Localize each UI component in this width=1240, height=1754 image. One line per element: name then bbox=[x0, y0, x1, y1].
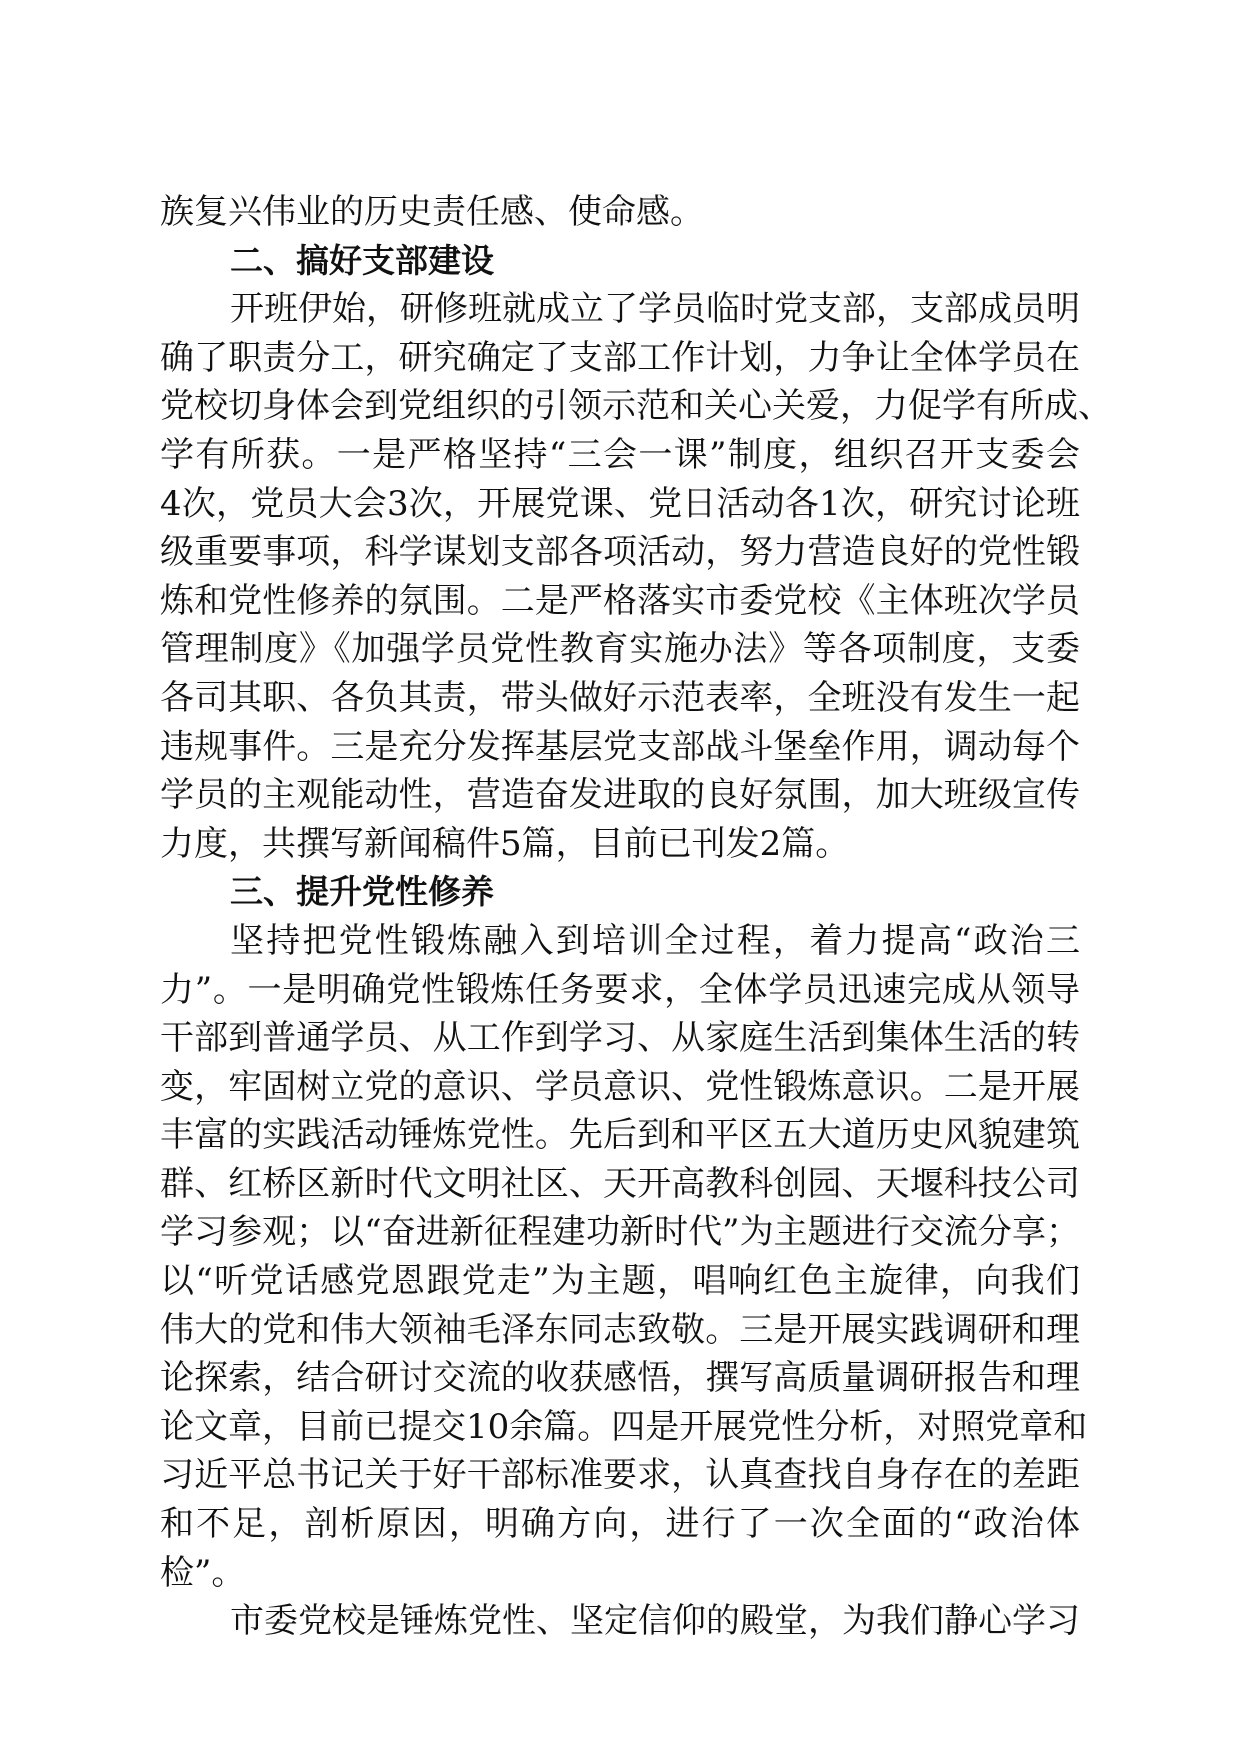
paragraph-line: 市委党校是锤炼党性、坚定信仰的殿堂，为我们静心学习 bbox=[230, 1601, 1080, 1642]
section-heading: 三、提升党性修养 bbox=[230, 872, 494, 912]
document-body bbox=[160, 188, 1112, 1646]
paragraph-line: 学员的主观能动性，营造奋发进取的良好氛围，加大班级宣传 bbox=[160, 775, 1080, 816]
paragraph-line: 干部到普通学员、从工作到学习、从家庭生活到集体生活的转 bbox=[160, 1018, 1080, 1059]
paragraph-line: 伟大的党和伟大领袖毛泽东同志致敬。三是开展实践调研和理 bbox=[160, 1309, 1080, 1350]
paragraph-line: 变，牢固树立党的意识、学员意识、党性锻炼意识。二是开展 bbox=[160, 1066, 1080, 1107]
paragraph-line: 学有所获。一是严格坚持“三会一课”制度，组织召开支委会 bbox=[160, 434, 1080, 475]
paragraph-line: 各司其职、各负其责，带头做好示范表率，全班没有发生一起 bbox=[160, 677, 1080, 718]
paragraph-line: 论探索，结合研讨交流的收获感悟，撰写高质量调研报告和理 bbox=[160, 1358, 1080, 1399]
paragraph-line: 管理制度》《加强学员党性教育实施办法》等各项制度，支委 bbox=[160, 629, 1080, 670]
paragraph-line: 炼和党性修养的氛围。二是严格落实市委党校《主体班次学员 bbox=[160, 580, 1080, 621]
paragraph-line: 族复兴伟业的历史责任感、使命感。 bbox=[160, 192, 704, 232]
paragraph-line: 学习参观；以“奋进新征程建功新时代”为主题进行交流分享； bbox=[160, 1212, 1080, 1253]
paragraph-line: 群、红桥区新时代文明社区、天开高教科创园、天堰科技公司 bbox=[160, 1163, 1080, 1204]
paragraph-line: 违规事件。三是充分发挥基层党支部战斗堡垒作用，调动每个 bbox=[160, 726, 1080, 767]
paragraph-line: 党校切身体会到党组织的引领示范和关心关爱，力促学有所成、 bbox=[160, 386, 1112, 427]
paragraph-line: 和不足，剖析原因，明确方向，进行了一次全面的“政治体 bbox=[160, 1504, 1080, 1545]
paragraph-line: 力”。一是明确党性锻炼任务要求，全体学员迅速完成从领导 bbox=[160, 969, 1080, 1010]
paragraph-line: 4次，党员大会3次，开展党课、党日活动各1次，研究讨论班 bbox=[160, 483, 1080, 524]
paragraph-line: 习近平总书记关于好干部标准要求，认真查找自身存在的差距 bbox=[160, 1455, 1080, 1496]
paragraph-line: 力度，共撰写新闻稿件5篇，目前已刊发2篇。 bbox=[160, 823, 850, 864]
paragraph-line: 级重要事项，科学谋划支部各项活动，努力营造良好的党性锻 bbox=[160, 532, 1080, 573]
paragraph-line: 确了职责分工，研究确定了支部工作计划，力争让全体学员在 bbox=[160, 337, 1080, 378]
paragraph-line: 论文章，目前已提交10余篇。四是开展党性分析，对照党章和 bbox=[160, 1406, 1088, 1447]
paragraph-line: 开班伊始，研修班就成立了学员临时党支部，支部成员明 bbox=[230, 289, 1080, 330]
paragraph-line: 以“听党话感党恩跟党走”为主题，唱响红色主旋律，向我们 bbox=[160, 1261, 1080, 1302]
paragraph-line: 丰富的实践活动锤炼党性。先后到和平区五大道历史风貌建筑 bbox=[160, 1115, 1080, 1156]
paragraph-line: 检”。 bbox=[160, 1552, 246, 1593]
section-heading: 二、搞好支部建设 bbox=[230, 240, 494, 280]
paragraph-line: 坚持把党性锻炼融入到培训全过程，着力提高“政治三 bbox=[230, 920, 1080, 961]
